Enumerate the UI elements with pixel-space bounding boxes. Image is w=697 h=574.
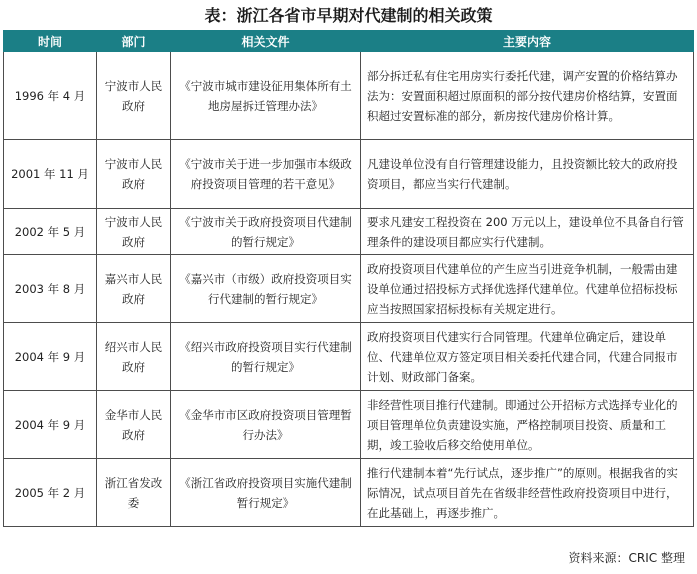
- source-note: 资料来源：CRIC 整理: [568, 551, 685, 565]
- table-header-row: [4, 31, 694, 52]
- cell-time: 2004 年 9 月: [4, 391, 97, 459]
- cell-content: 政府投资项目代建单位的产生应当引进竞争机制，一般需由建设单位通过招投标方式择优选择代建单位。代建单位招标投标应当按照国家招标投标有关规定进行。: [361, 255, 694, 323]
- cell-time: 2005 年 2 月: [4, 459, 97, 527]
- cell-department: 绍兴市人民政府: [97, 323, 171, 391]
- cell-document: 《嘉兴市（市级）政府投资项目实行代建制的暂行规定》: [171, 255, 361, 323]
- table-title: 表：浙江各省市早期对代建制的相关政策: [204, 6, 493, 25]
- cell-department: 宁波市人民政府: [97, 52, 171, 140]
- table-row: [4, 52, 694, 140]
- cell-department: 宁波市人民政府: [97, 140, 171, 209]
- table-row: [4, 391, 694, 459]
- cell-content: 凡建设单位没有自行管理建设能力，且投资额比较大的政府投资项目，都应当实行代建制。: [361, 140, 694, 209]
- cell-content: 要求凡建安工程投资在 200 万元以上，建设单位不具备自行管理条件的建设项目都应实行代建制。: [361, 209, 694, 255]
- table-row: [4, 209, 694, 255]
- cell-department: 浙江省发改委: [97, 459, 171, 527]
- cell-department: 宁波市人民政府: [97, 209, 171, 255]
- table-row: [4, 140, 694, 209]
- cell-document: 《宁波市关于政府投资项目代建制的暂行规定》: [171, 209, 361, 255]
- table-row: [4, 255, 694, 323]
- policy-table: [3, 30, 694, 527]
- cell-document: 《宁波市关于进一步加强市本级政府投资项目管理的若干意见》: [171, 140, 361, 209]
- cell-document: 《绍兴市政府投资项目实行代建制的暂行规定》: [171, 323, 361, 391]
- cell-content: 政府投资项目代建实行合同管理。代建单位确定后，建设单位、代建单位双方签定项目相关委托代建合同，代建合同报市计划、财政部门备案。: [361, 323, 694, 391]
- cell-content: 推行代建制本着“先行试点，逐步推广”的原则。根据我省的实际情况，试点项目首先在省级非经营性政府投资项目中进行，在此基础上，再逐步推广。: [361, 459, 694, 527]
- cell-content: 非经营性项目推行代建制。即通过公开招标方式选择专业化的项目管理单位负责建设实施，严格控制项目投资、质量和工期，竣工验收后移交给使用单位。: [361, 391, 694, 459]
- cell-department: 金华市人民政府: [97, 391, 171, 459]
- cell-time: 2004 年 9 月: [4, 323, 97, 391]
- header-time: 时间: [4, 31, 97, 52]
- cell-content: 部分拆迁私有住宅用房实行委托代建，调产安置的价格结算办法为：安置面积超过原面积的部分按代建房价格结算，安置面积超过安置标准的部分，新房按代建房价格计算。: [361, 52, 694, 140]
- cell-time: 2003 年 8 月: [4, 255, 97, 323]
- header-document: 相关文件: [171, 31, 361, 52]
- table-row: [4, 323, 694, 391]
- header-content: 主要内容: [361, 31, 694, 52]
- cell-time: 2002 年 5 月: [4, 209, 97, 255]
- cell-document: 《浙江省政府投资项目实施代建制暂行规定》: [171, 459, 361, 527]
- cell-document: 《金华市市区政府投资项目管理暂行办法》: [171, 391, 361, 459]
- cell-document: 《宁波市城市建设征用集体所有土地房屋拆迁管理办法》: [171, 52, 361, 140]
- cell-time: 1996 年 4 月: [4, 52, 97, 140]
- header-department: 部门: [97, 31, 171, 52]
- cell-department: 嘉兴市人民政府: [97, 255, 171, 323]
- table-row: [4, 459, 694, 527]
- cell-time: 2001 年 11 月: [4, 140, 97, 209]
